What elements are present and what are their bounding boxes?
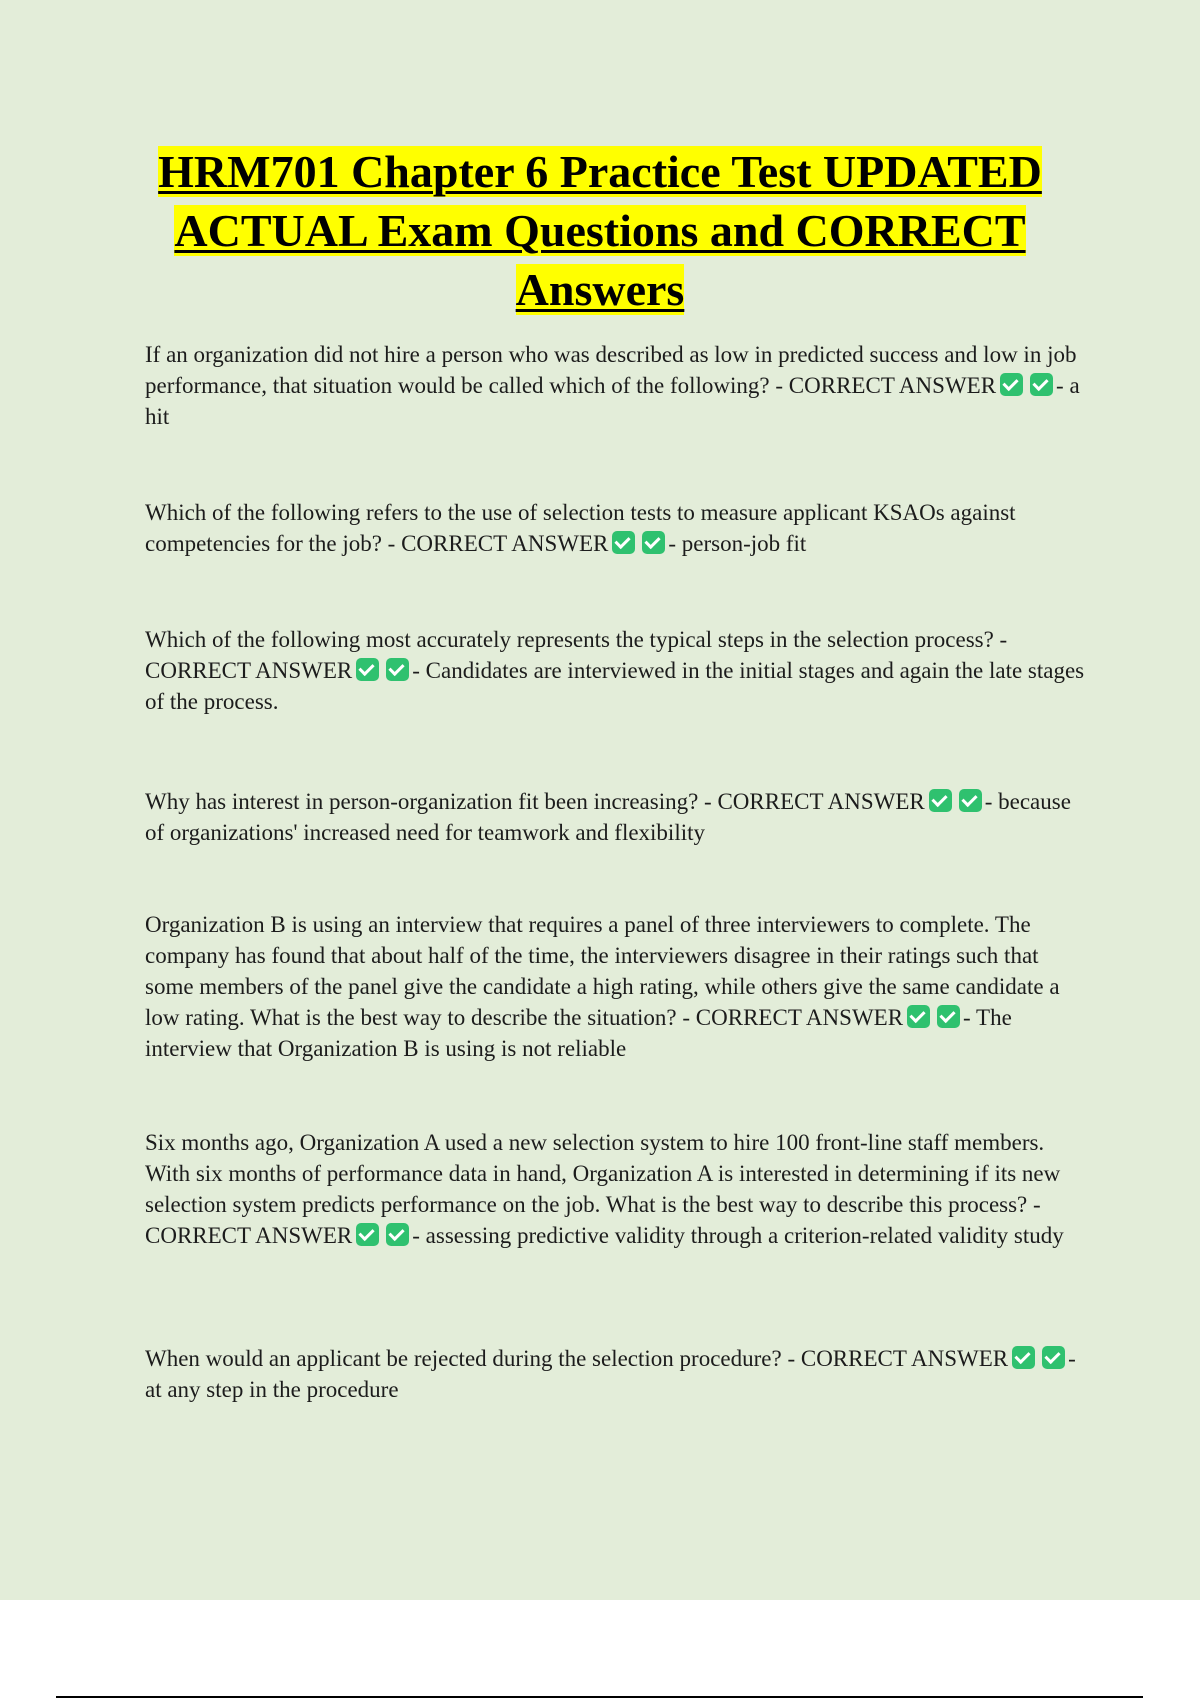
qa-item-7 <box>145 1343 1090 1405</box>
check-icon <box>1030 373 1053 396</box>
check-icon <box>959 789 982 812</box>
answer-text: - at any step in the procedure <box>145 1346 1076 1402</box>
answer-text: - a hit <box>145 373 1080 429</box>
check-icon <box>642 531 665 554</box>
check-icon <box>929 789 952 812</box>
qa-item-4 <box>145 786 1090 848</box>
qa-item-3 <box>145 624 1090 717</box>
answer-text: - person-job fit <box>668 531 807 556</box>
answer-text: - Candidates are interviewed in the initial stages and again the late stages of the process. <box>145 658 1085 714</box>
qa-item-6 <box>145 1127 1090 1251</box>
check-icon <box>386 658 409 681</box>
check-icon <box>1012 1346 1035 1369</box>
check-icon <box>1000 373 1023 396</box>
qa-item-2 <box>145 497 1090 559</box>
document-title: HRM701 Chapter 6 Practice Test UPDATED ACTUAL Exam Questions and CORRECT Answers <box>158 146 1042 315</box>
qa-item-1 <box>145 339 1090 432</box>
check-icon <box>1042 1346 1065 1369</box>
check-icon <box>937 1005 960 1028</box>
check-icon <box>356 1223 379 1246</box>
question-text: Which of the following most accurately represents the typical steps in the selection process? - CORRECT ANSWER <box>145 627 1008 683</box>
question-text: Why has interest in person-organization fit been increasing? - CORRECT ANSWER <box>145 789 925 814</box>
answer-text: - because of organizations' increased need for teamwork and flexibility <box>145 789 1071 845</box>
question-text: When would an applicant be rejected during the selection procedure? - CORRECT ANSWER <box>145 1346 1009 1371</box>
question-text: Organization B is using an interview that requires a panel of three interviewers to complete. The company has found that about half of the time, the interviewers disagree in their ratings such that some members of the panel give the candidate a high rating, while others give the same candidate a low rating. What is the best way to describe the situation? - CORRECT ANSWER <box>145 912 1060 1030</box>
check-icon <box>356 658 379 681</box>
answer-text: - assessing predictive validity through a criterion-related validity study <box>412 1223 1064 1248</box>
question-text: Which of the following refers to the use of selection tests to measure applicant KSAOs against competencies for the job? - CORRECT ANSWER <box>145 500 1016 556</box>
footer-divider <box>56 1696 1143 1698</box>
check-icon <box>612 531 635 554</box>
qa-item-5 <box>145 909 1090 1064</box>
check-icon <box>907 1005 930 1028</box>
question-text: If an organization did not hire a person who was described as low in predicted success and low in job performance, that situation would be called which of the following? - CORRECT ANSWER <box>145 342 1077 398</box>
question-text: Six months ago, Organization A used a new selection system to hire 100 front-line staff members. With six months of performance data in hand, Organization A is interested in determining if its new selection system predicts performance on the job. What is the best way to describe this process? - CORRECT ANSWER <box>145 1130 1061 1248</box>
check-icon <box>386 1223 409 1246</box>
title-block <box>120 142 1080 319</box>
answer-text: - The interview that Organization B is using is not reliable <box>145 1005 1012 1061</box>
